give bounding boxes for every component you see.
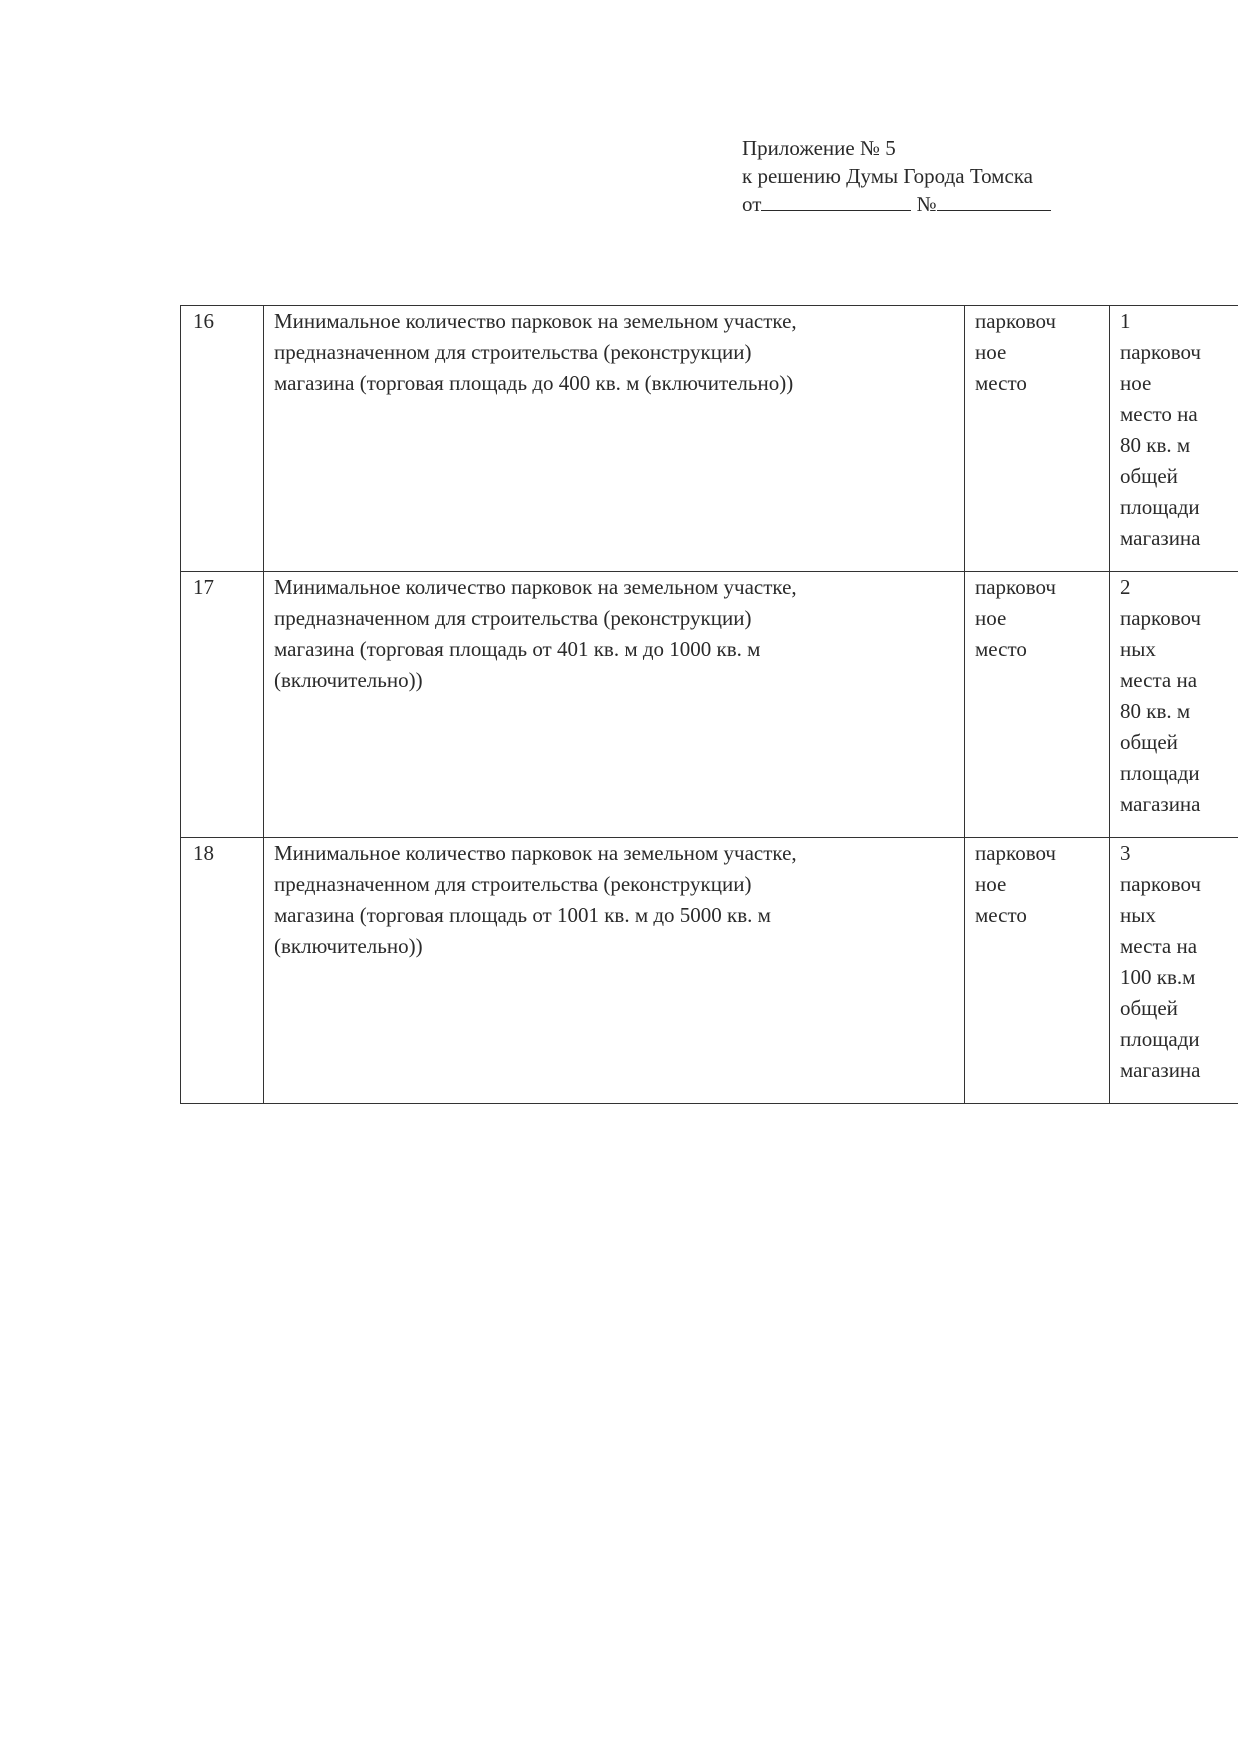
row-value: 3 парковоч ных места на 100 кв.м общей площади магазина: [1110, 838, 1238, 1104]
row-description: Минимальное количество парковок на земельном участке, предназначенном для строительства (реконструкции) магазина (торговая площадь от 1001 кв. м до 5000 кв. м (включительно)): [264, 838, 965, 1104]
appendix-header: [742, 134, 1051, 218]
date-prefix: от: [742, 192, 762, 216]
date-blank-line: [761, 190, 911, 211]
table-row: [181, 838, 1238, 1104]
row-value: 1 парковоч ное место на 80 кв. м общей площади магазина: [1110, 306, 1238, 572]
appendix-date-number-line: [742, 190, 1051, 218]
row-unit: парковоч ное место: [965, 306, 1110, 572]
row-number: 18: [181, 838, 264, 1104]
row-unit: парковоч ное место: [965, 572, 1110, 838]
row-description: Минимальное количество парковок на земельном участке, предназначенном для строительства (реконструкции) магазина (торговая площадь до 400 кв. м (включительно)): [264, 306, 965, 572]
row-number: 16: [181, 306, 264, 572]
row-description: Минимальное количество парковок на земельном участке, предназначенном для строительства (реконструкции) магазина (торговая площадь от 401 кв. м до 1000 кв. м (включительно)): [264, 572, 965, 838]
parking-norms-table: [180, 305, 1238, 1104]
table-row: [181, 306, 1238, 572]
number-prefix: №: [916, 192, 937, 216]
row-unit: парковоч ное место: [965, 838, 1110, 1104]
number-blank-line: [937, 190, 1051, 211]
row-number: 17: [181, 572, 264, 838]
appendix-title: Приложение № 5: [742, 136, 896, 160]
table-row: [181, 572, 1238, 838]
appendix-decision-ref: к решению Думы Города Томска: [742, 164, 1033, 188]
row-value: 2 парковоч ных места на 80 кв. м общей площади магазина: [1110, 572, 1238, 838]
